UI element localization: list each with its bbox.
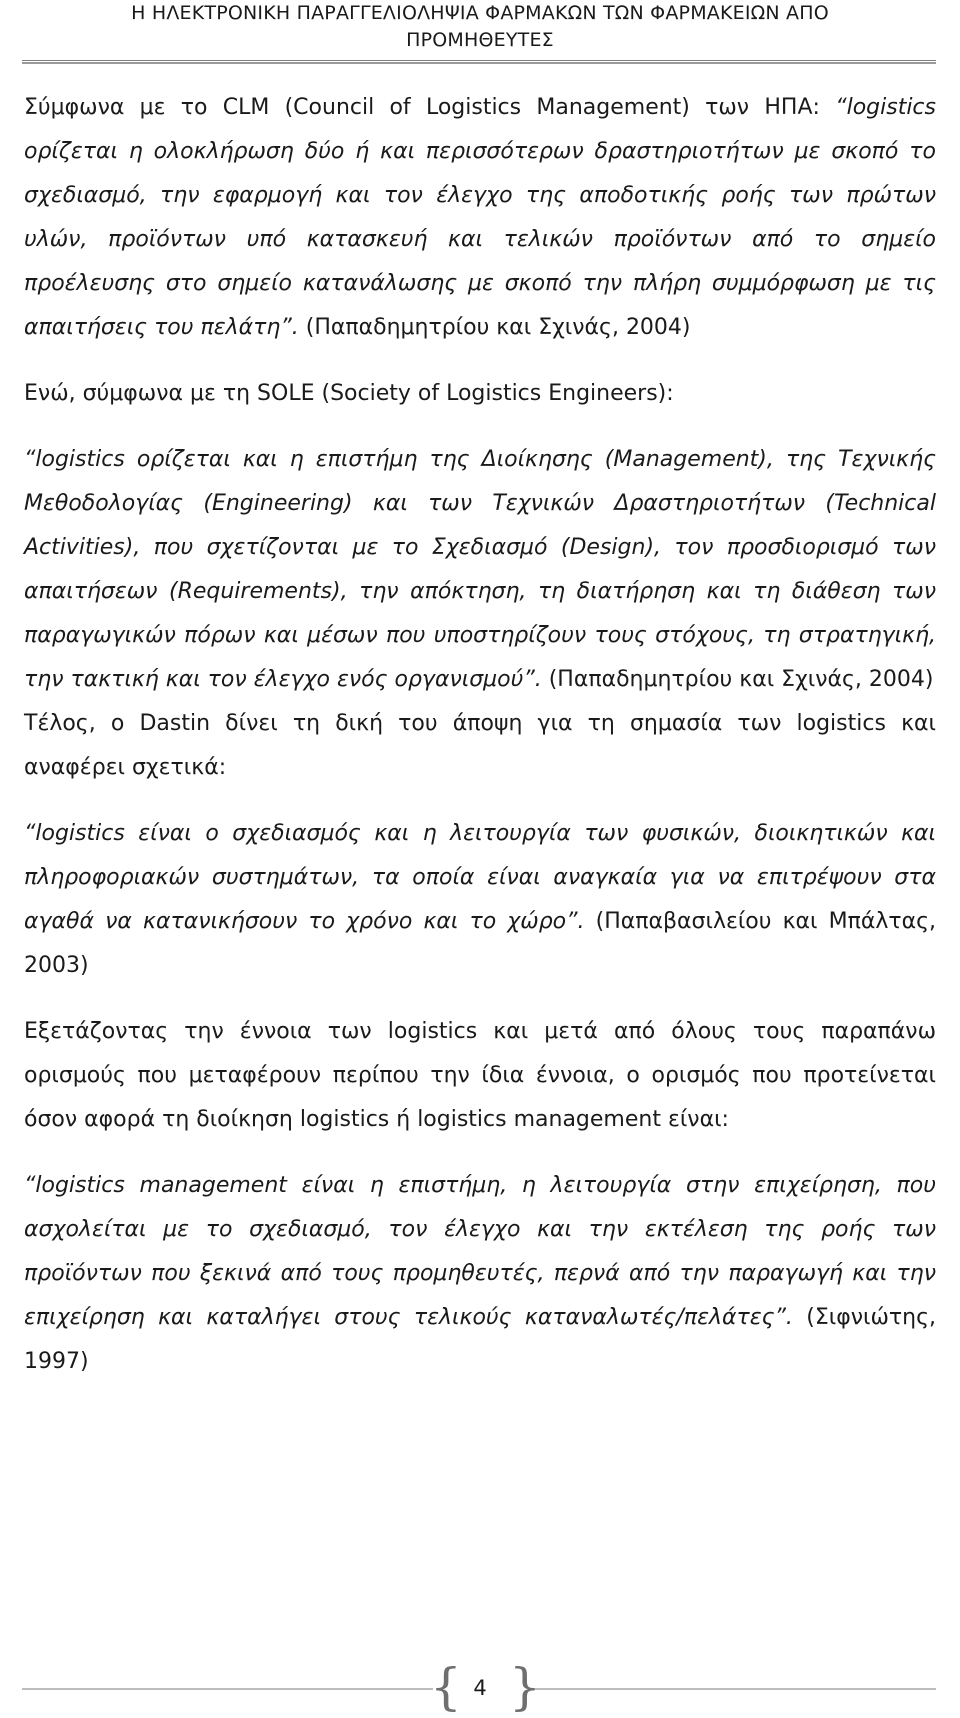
page-header	[0, 0, 960, 54]
citation: (Παπαβασιλείου και Μπάλτας, 2003)	[24, 909, 937, 978]
paragraph-sole-definition	[24, 438, 936, 702]
header-divider	[22, 60, 936, 64]
citation: (Σιφνιώτης, 1997)	[24, 1305, 936, 1374]
paragraph-intro: Σύμφωνα με το CLM (Council of Logistics Management) των ΗΠΑ:	[24, 95, 820, 120]
paragraph-dastin-definition	[24, 812, 936, 988]
paragraph-clm-definition	[24, 86, 936, 350]
document-body	[24, 86, 936, 1406]
paragraph-proposed-intro	[24, 1010, 936, 1142]
citation: (Παπαδημητρίου και Σχινάς, 2004)	[305, 315, 691, 340]
header-title-line-1: Η ΗΛΕΚΤΡΟΝΙΚΗ ΠΑΡΑΓΓΕΛΙΟΛΗΨΙΑ ΦΑΡΜΑΚΩΝ ΤΩΝ ΦΑΡΜΑΚΕΙΩΝ ΑΠΟ	[131, 2, 829, 24]
paragraph-proposed-definition	[24, 1164, 936, 1384]
quote-sole: “logistics ορίζεται και η επιστήμη της Διοίκησης (Management), της Τεχνικής Μεθοδολογίας (Engineering) και των Τεχνικών Δραστηριοτήτων (Technical Activities), που σχετίζονται με το Σχεδιασμό (Design), τον προσδιορισμό των απαιτήσεων (Requirements), την απόκτηση, τη διατήρηση και τη διάθεση των παραγωγικών πόρων και μέσων που υποστηρίζουν τους στόχους, τη στρατηγική, την τακτική και τον έλεγχο ενός οργανισμού”.	[24, 447, 936, 692]
page-number: 4	[473, 1676, 487, 1700]
paragraph-dastin-intro	[24, 702, 936, 790]
header-title-line-2: ΠΡΟΜΗΘΕΥΤΕΣ	[406, 29, 554, 51]
quote-proposed: “logistics management είναι η επιστήμη, η λειτουργία στην επιχείρηση, που ασχολείται με το σχεδιασμό, τον έλεγχο και την εκτέλεση της ροής των προϊόντων που ξεκινά από τους προμηθευτές, περνά από την παραγωγή και την επιχείρηση και καταλήγει στους τελικούς καταναλωτές/πελάτες”.	[24, 1173, 936, 1330]
footer-rule-right	[530, 1688, 936, 1690]
paragraph-text: Εξετάζοντας την έννοια των logistics και μετά από όλους τους παραπάνω ορισμούς που μεταφέρουν περίπου την ίδια έννοια, ο ορισμός που προτείνεται όσον αφορά τη διοίκηση logistics ή logistics management είναι:	[24, 1019, 936, 1132]
paragraph-sole-intro	[24, 372, 936, 416]
page-footer	[0, 1658, 960, 1716]
paragraph-text: Ενώ, σύμφωνα με τη SOLE (Society of Logistics Engineers):	[24, 381, 674, 406]
citation: (Παπαδημητρίου και Σχινάς, 2004)	[548, 667, 934, 692]
paragraph-text: Τέλος, ο Dastin δίνει τη δική του άποψη για τη σημασία των logistics και αναφέρει σχετικά:	[24, 711, 936, 780]
quote-dastin: “logistics είναι ο σχεδιασμός και η λειτουργία των φυσικών, διοικητικών και πληροφοριακών συστημάτων, τα οποία είναι αναγκαία για να επιτρέψουν στα αγαθά να κατανικήσουν το χρόνο και το χώρο”.	[24, 821, 936, 934]
quote-clm: “logistics ορίζεται η ολοκλήρωση δύο ή και περισσότερων δραστηριοτήτων με σκοπό το σχεδιασμό, την εφαρμογή και τον έλεγχο της αποδοτικής ροής των πρώτων υλών, προϊόντων υπό κατασκευή και τελικών προϊόντων από το σημείο προέλευσης στο σημείο κατανάλωσης με σκοπό την πλήρη συμμόρφωση με τις απαιτήσεις του πελάτη”.	[24, 95, 936, 340]
footer-rule-left	[22, 1688, 433, 1690]
close-brace-icon: }	[509, 1658, 541, 1716]
open-brace-icon: {	[430, 1658, 462, 1716]
